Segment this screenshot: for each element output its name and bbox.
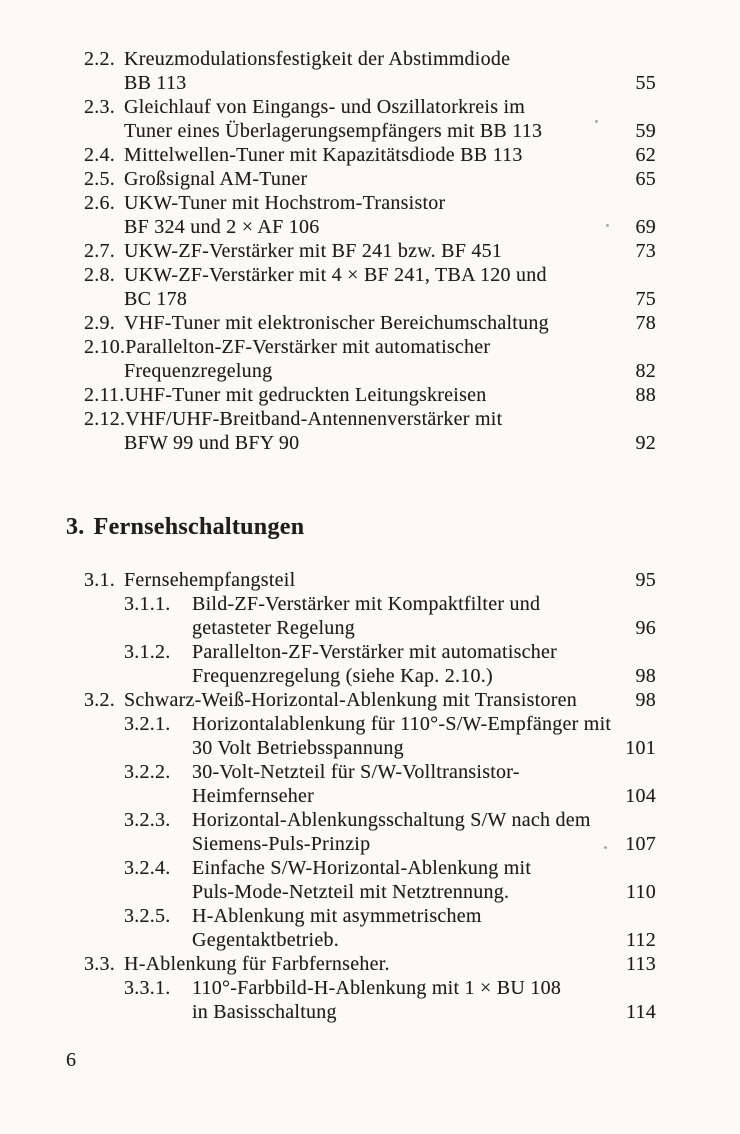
toc-row (84, 952, 656, 976)
toc-entry-number: 3.1.1. (124, 593, 171, 615)
toc-entry-title: BC 178 (124, 288, 188, 310)
toc-entry-title: Frequenzregelung (siehe Kap. 2.10.) (192, 665, 493, 687)
toc-row (84, 263, 656, 287)
toc-page-number: 88 (635, 384, 656, 406)
toc-row (84, 832, 656, 856)
toc-entry-number: 3.2. (84, 689, 115, 711)
section-heading (66, 512, 304, 542)
toc-row (84, 688, 656, 712)
toc-row (84, 239, 656, 263)
toc-row (84, 808, 656, 832)
toc-row (84, 736, 656, 760)
toc-row (84, 616, 656, 640)
toc-entry-number: 2.3. (84, 96, 115, 118)
toc-row (84, 784, 656, 808)
toc-entry-title: Horizontalablenkung für 110°-S/W-Empfänger mit (192, 713, 612, 735)
toc-row (84, 167, 656, 191)
toc-row (84, 1000, 656, 1024)
toc-entry-number: 3.3.1. (124, 977, 171, 999)
toc-row (84, 191, 656, 215)
toc-entry-title: H-Ablenkung für Farbfernseher. (124, 953, 390, 975)
toc-entry-title: 30-Volt-Netzteil für S/W-Volltransistor- (192, 761, 520, 783)
toc-entry-number: 3.2.1. (124, 713, 171, 735)
toc-row (84, 311, 656, 335)
toc-row (84, 71, 656, 95)
toc-row (84, 359, 656, 383)
toc-entry-number: 3.1. (84, 569, 115, 591)
scan-speck (606, 224, 609, 227)
toc-entry-number: 3.2.5. (124, 905, 171, 927)
toc-entry-title: BB 113 (124, 72, 187, 94)
toc-row (84, 664, 656, 688)
toc-entry-title: 30 Volt Betriebsspannung (192, 737, 404, 759)
toc-entry-number: 2.11. (84, 384, 125, 406)
toc-row (84, 904, 656, 928)
toc-page-number: 78 (635, 312, 656, 334)
toc-entry-title: Heimfernseher (192, 785, 315, 807)
toc-page-number: 112 (625, 929, 656, 951)
toc-row (84, 640, 656, 664)
toc-entry-title: Parallelton-ZF-Verstärker mit automatischer (125, 336, 491, 358)
scan-speck (595, 120, 598, 123)
scan-speck (604, 846, 607, 849)
toc-entry-title: in Basisschaltung (192, 1001, 337, 1023)
toc-entry-title: VHF/UHF-Breitband-Antennenverstärker mit (125, 408, 503, 430)
toc-row (84, 431, 656, 455)
toc-entry-title: Schwarz-Weiß-Horizontal-Ablenkung mit Transistoren (124, 689, 578, 711)
toc-page-number: 59 (635, 120, 656, 142)
toc-entry-title: Mittelwellen-Tuner mit Kapazitätsdiode BB 113 (124, 144, 523, 166)
toc-entry-number: 2.6. (84, 192, 115, 214)
toc-page-number: 75 (635, 288, 656, 310)
toc-page-number: 107 (625, 833, 656, 855)
toc-page-number: 69 (635, 216, 656, 238)
toc-entry-number: 2.8. (84, 264, 115, 286)
toc-row (84, 143, 656, 167)
toc-entry-number: 2.7. (84, 240, 115, 262)
toc-row (84, 335, 656, 359)
toc-entry-number: 3.3. (84, 953, 115, 975)
toc-entry-title: Großsignal AM-Tuner (124, 168, 308, 190)
toc-row (84, 407, 656, 431)
toc-entry-number: 2.2. (84, 48, 115, 70)
toc-page-number: 55 (635, 72, 656, 94)
toc-section-2 (84, 47, 656, 455)
toc-entry-title: 110°-Farbbild-H-Ablenkung mit 1 × BU 108 (192, 977, 562, 999)
toc-entry-title: Tuner eines Überlagerungsempfängers mit BB 113 (124, 120, 543, 142)
toc-row (84, 383, 656, 407)
toc-entry-number: 3.1.2. (124, 641, 171, 663)
toc-entry-title: Horizontal-Ablenkungsschaltung S/W nach dem (192, 809, 591, 831)
toc-entry-title: Fernsehempfangsteil (124, 569, 296, 591)
toc-page-number: 104 (625, 785, 656, 807)
toc-entry-title: Gegentaktbetrieb. (192, 929, 339, 951)
toc-row (84, 215, 656, 239)
toc-entry-title: UKW-ZF-Verstärker mit 4 × BF 241, TBA 120 und (124, 264, 547, 286)
toc-entry-title: UHF-Tuner mit gedruckten Leitungskreisen (124, 384, 487, 406)
toc-entry-title: Puls-Mode-Netzteil mit Netztrennung. (192, 881, 510, 903)
toc-entry-title: H-Ablenkung mit asymmetrischem (192, 905, 482, 927)
toc-row (84, 95, 656, 119)
toc-entry-number: 2.10. (84, 336, 126, 358)
toc-entry-title: BF 324 und 2 × AF 106 (124, 216, 320, 238)
toc-page-number: 96 (635, 617, 656, 639)
toc-row (84, 880, 656, 904)
toc-row (84, 856, 656, 880)
toc-page-number: 92 (635, 432, 656, 454)
toc-entry-number: 3.2.2. (124, 761, 171, 783)
toc-row (84, 287, 656, 311)
toc-entry-title: VHF-Tuner mit elektronischer Bereichumschaltung (124, 312, 549, 334)
toc-page-number: 98 (635, 689, 656, 711)
toc-section-3 (84, 568, 656, 1024)
section-heading-title: Fernsehschaltungen (93, 514, 305, 540)
toc-entry-title: Frequenzregelung (124, 360, 273, 382)
toc-entry-number: 3.2.4. (124, 857, 171, 879)
toc-entry-number: 2.12. (84, 408, 126, 430)
toc-row (84, 592, 656, 616)
toc-page-number: 65 (635, 168, 656, 190)
toc-entry-title: Parallelton-ZF-Verstärker mit automatischer (192, 641, 558, 663)
toc-row (84, 976, 656, 1000)
toc-row (84, 928, 656, 952)
toc-entry-number: 2.9. (84, 312, 115, 334)
toc-page-number: 98 (635, 665, 656, 687)
toc-entry-title: Siemens-Puls-Prinzip (192, 833, 371, 855)
toc-row (84, 47, 656, 71)
toc-entry-title: Bild-ZF-Verstärker mit Kompaktfilter und (192, 593, 541, 615)
toc-page-number: 95 (635, 569, 656, 591)
toc-entry-title: Einfache S/W-Horizontal-Ablenkung mit (192, 857, 532, 879)
toc-entry-title: BFW 99 und BFY 90 (124, 432, 300, 454)
toc-entry-title: getasteter Regelung (192, 617, 356, 639)
toc-entry-number: 2.5. (84, 168, 115, 190)
toc-entry-number: 2.4. (84, 144, 115, 166)
toc-row (84, 760, 656, 784)
toc-entry-title: Kreuzmodulationsfestigkeit der Abstimmdiode (124, 48, 511, 70)
toc-row (84, 119, 656, 143)
toc-entry-title: UKW-ZF-Verstärker mit BF 241 bzw. BF 451 (124, 240, 503, 262)
toc-page-number: 101 (625, 737, 656, 759)
toc-row (84, 712, 656, 736)
section-heading-number: 3. (66, 514, 85, 540)
toc-row (84, 568, 656, 592)
toc-page-number: 62 (635, 144, 656, 166)
toc-entry-title: Gleichlauf von Eingangs- und Oszillatorkreis im (124, 96, 526, 118)
footer-page-number: 6 (66, 1049, 76, 1071)
toc-page-number: 110 (625, 881, 656, 903)
toc-page-number: 114 (625, 1001, 656, 1023)
toc-page-number: 73 (635, 240, 656, 262)
toc-page-number: 113 (625, 953, 656, 975)
toc-entry-title: UKW-Tuner mit Hochstrom-Transistor (124, 192, 446, 214)
toc-page-number: 82 (635, 360, 656, 382)
toc-entry-number: 3.2.3. (124, 809, 171, 831)
